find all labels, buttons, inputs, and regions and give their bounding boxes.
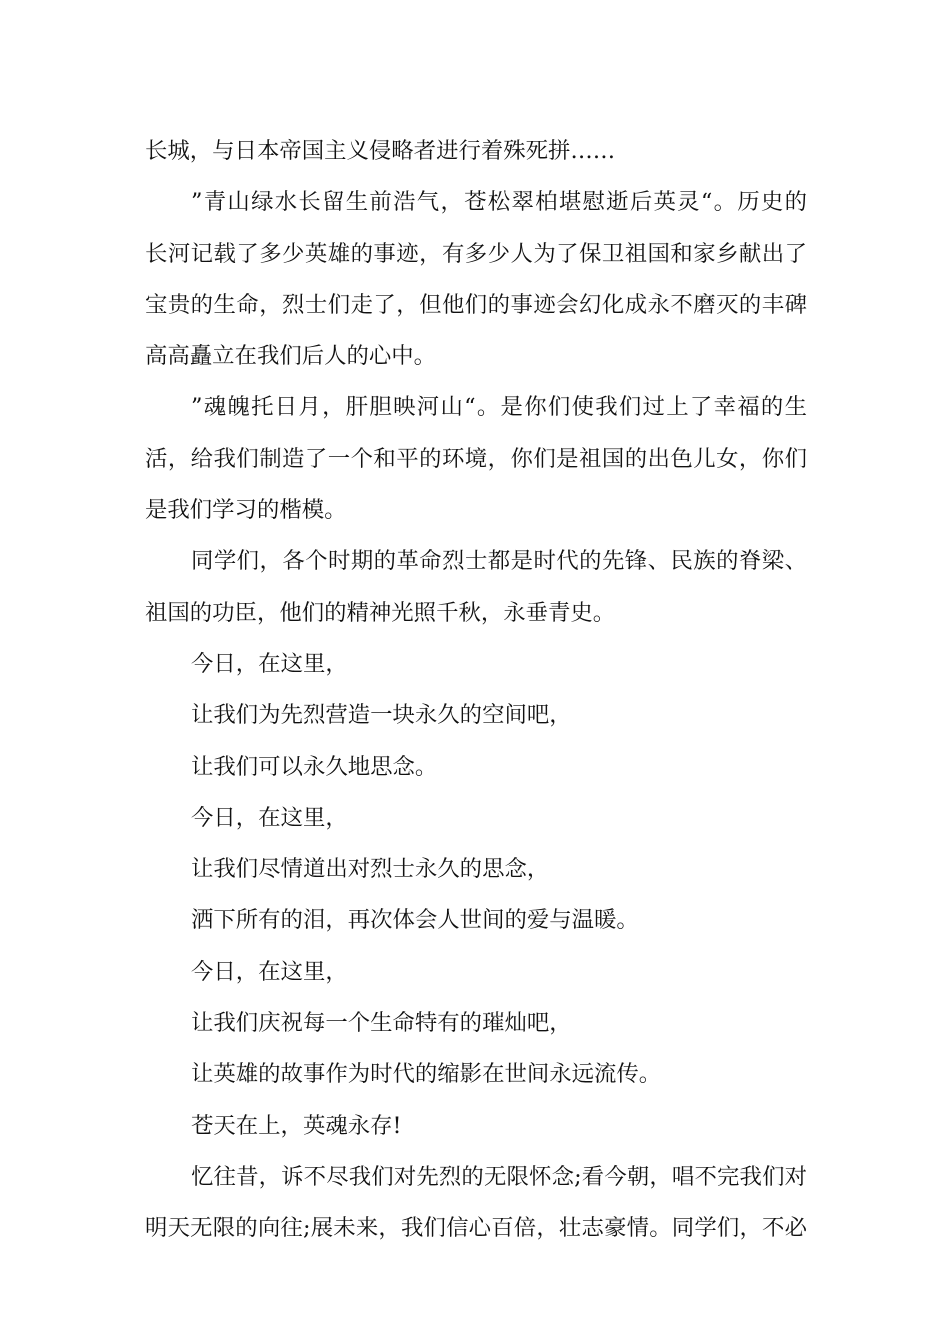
text-line: 长城，与日本帝国主义侵略者进行着殊死拼…… bbox=[145, 138, 616, 164]
text-line: 今日，在这里， bbox=[191, 958, 348, 985]
text-line: 今日，在这里， bbox=[191, 650, 348, 677]
document-body bbox=[145, 126, 807, 1255]
text-line: 是我们学习的楷模。 bbox=[145, 497, 347, 524]
text-line: 让英雄的故事作为时代的缩影在世间永远流传。 bbox=[191, 1061, 662, 1088]
text-line: 祖国的功臣，他们的精神光照千秋，永垂青史。 bbox=[145, 599, 616, 626]
text-line: 让我们可以永久地思念。 bbox=[191, 753, 438, 780]
text-line: 长河记载了多少英雄的事迹，有多少人为了保卫祖国和家乡献出了 bbox=[145, 240, 807, 267]
text-line: 让我们尽情道出对烈士永久的思念， bbox=[191, 856, 550, 883]
text-line: 高高矗立在我们后人的心中。 bbox=[145, 343, 437, 370]
text-line: 让我们庆祝每一个生命特有的璀灿吧， bbox=[191, 1010, 572, 1037]
text-line: 宝贵的生命，烈士们走了，但他们的事迹会幻化成永不磨灭的丰碑 bbox=[145, 291, 807, 318]
text-line: 苍天在上，英魂永存! bbox=[191, 1112, 402, 1139]
text-line: 同学们，各个时期的革命烈士都是时代的先锋、民族的脊梁、 bbox=[191, 548, 807, 575]
text-line: ”魂魄托日月，肝胆映河山“。是你们使我们过上了幸福的生 bbox=[191, 394, 807, 421]
text-line: 今日，在这里， bbox=[191, 804, 348, 831]
text-line: ”青山绿水长留生前浩气，苍松翠柏堪慰逝后英灵“。历史的 bbox=[191, 189, 807, 216]
text-line: 忆往昔，诉不尽我们对先烈的无限怀念;看今朝，唱不完我们对 bbox=[191, 1163, 807, 1190]
text-line: 明天无限的向往;展未来，我们信心百倍，壮志豪情。同学们，不必 bbox=[145, 1215, 807, 1242]
text-line: 洒下所有的泪，再次体会人世间的爱与温暖。 bbox=[191, 907, 639, 934]
text-line: 活，给我们制造了一个和平的环境，你们是祖国的出色儿女，你们 bbox=[145, 445, 807, 472]
text-line: 让我们为先烈营造一块永久的空间吧， bbox=[191, 702, 572, 729]
